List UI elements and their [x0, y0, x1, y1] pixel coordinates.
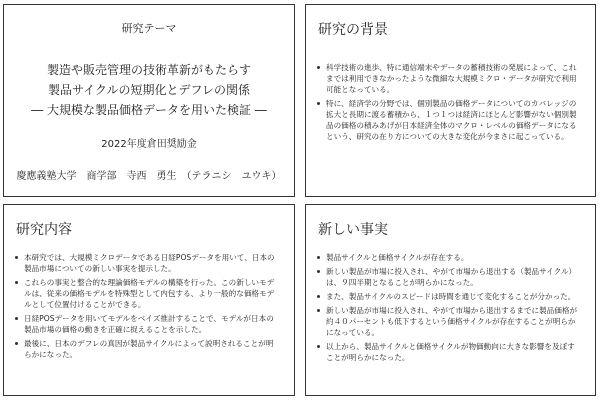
list-item-text: これらの事実と整合的な理論価格モデルの構築を行った。この新しいモデルは、従来の価格モデルを特殊型として内包する、より一般的な価格モデルとして位置付けることができる。 [24, 278, 275, 309]
bullet-icon [317, 345, 320, 348]
list-item-text: 製品サイクルと価格サイクルが存在する。 [326, 253, 469, 262]
list-item-text: 最後に、日本のデフレの真因が製品サイクルによって説明されることが明らかになった。 [24, 339, 274, 359]
bullet-icon [15, 256, 18, 259]
list-item [316, 252, 581, 263]
slide-heading: 研究内容 [16, 222, 72, 238]
list-item [316, 341, 581, 363]
bullet-list [14, 252, 280, 363]
list-item [316, 305, 581, 338]
title-slide [3, 4, 295, 197]
list-item [316, 98, 581, 142]
content-slide [3, 204, 295, 396]
list-item [316, 291, 581, 302]
background-slide [305, 4, 596, 197]
research-title [4, 60, 294, 120]
list-item-text: 新しい製品が市場に投入され、やがて市場から退出する（製品サイクル）は、９四半期となることが明らかになった。 [326, 267, 577, 287]
grant-name: 2022年度倉田奨励金 [101, 139, 197, 150]
theme-label: 研究テーマ [121, 22, 177, 35]
list-item-text: 以上から、製品サイクルと価格サイクルが物価動向に大きな影響を及ぼすことが明らかになった。 [326, 342, 575, 362]
facts-slide [305, 204, 596, 396]
title-line-3: ― 大規模な製品価格データを用いた検証 ― [31, 103, 267, 117]
list-item-text: 本研究では、大規模ミクロデータである日経POSデータを用いて、日本の製品市場についての新しい事実を提示した。 [24, 253, 275, 273]
list-item [14, 338, 280, 360]
list-item-text: 日経POSデータを用いてモデルをベイズ推計することで、モデルが日本の製品市場の価格の動きを正確に捉えることを示した。 [24, 314, 274, 334]
title-line-1: 製造や販売管理の技術革新がもたらす [46, 63, 251, 77]
bullet-icon [317, 256, 320, 259]
bullet-list [316, 62, 581, 145]
bullet-icon [15, 317, 18, 320]
list-item [14, 313, 280, 335]
list-item-text: また、製品サイクルのスピードは時間を通じて変化することが分かった。 [326, 292, 576, 301]
list-item [14, 277, 280, 310]
bullet-icon [317, 295, 320, 298]
list-item [316, 266, 581, 288]
bullet-icon [317, 309, 320, 312]
bullet-icon [317, 102, 320, 105]
author-affiliation: 慶應義塾大学 商学部 寺西 勇生 （テラニシ ユウキ） [16, 171, 282, 182]
slide-heading: 研究の背景 [318, 22, 388, 38]
list-item [14, 252, 280, 274]
bullet-icon [15, 281, 18, 284]
title-line-2: 製品サイクルの短期化とデフレの関係 [47, 83, 251, 97]
bullet-icon [317, 270, 320, 273]
slide-heading: 新しい事実 [318, 222, 388, 238]
list-item-text: 特に、経済学の分野では、個別製品の価格データについてのカバレッジの拡大と長期に渡る蓄積から、１つ１つは経済にほとんど影響がない個別製品の価格の積みあげが日本経済全体のマクロ・レベルの価格データになるという、研究の在り方についての大きな変化が今まさに起こっている。 [326, 99, 577, 141]
bullet-list [316, 252, 581, 366]
list-item-text: 新しい製品が市場に投入され、やがて市場から退出するまでに製品価格が約４０パーセントも低下するという価格サイクルが存在することが明らかになっている。 [326, 306, 578, 337]
list-item [316, 62, 581, 95]
bullet-icon [317, 66, 320, 69]
list-item-text: 科学技術の進歩、特に通信端末やデータの蓄積技術の発展によって、これまでは利用できなかったような微細な大規模ミクロ・データが研究で利用可能となっている。 [326, 63, 577, 94]
bullet-icon [15, 342, 18, 345]
